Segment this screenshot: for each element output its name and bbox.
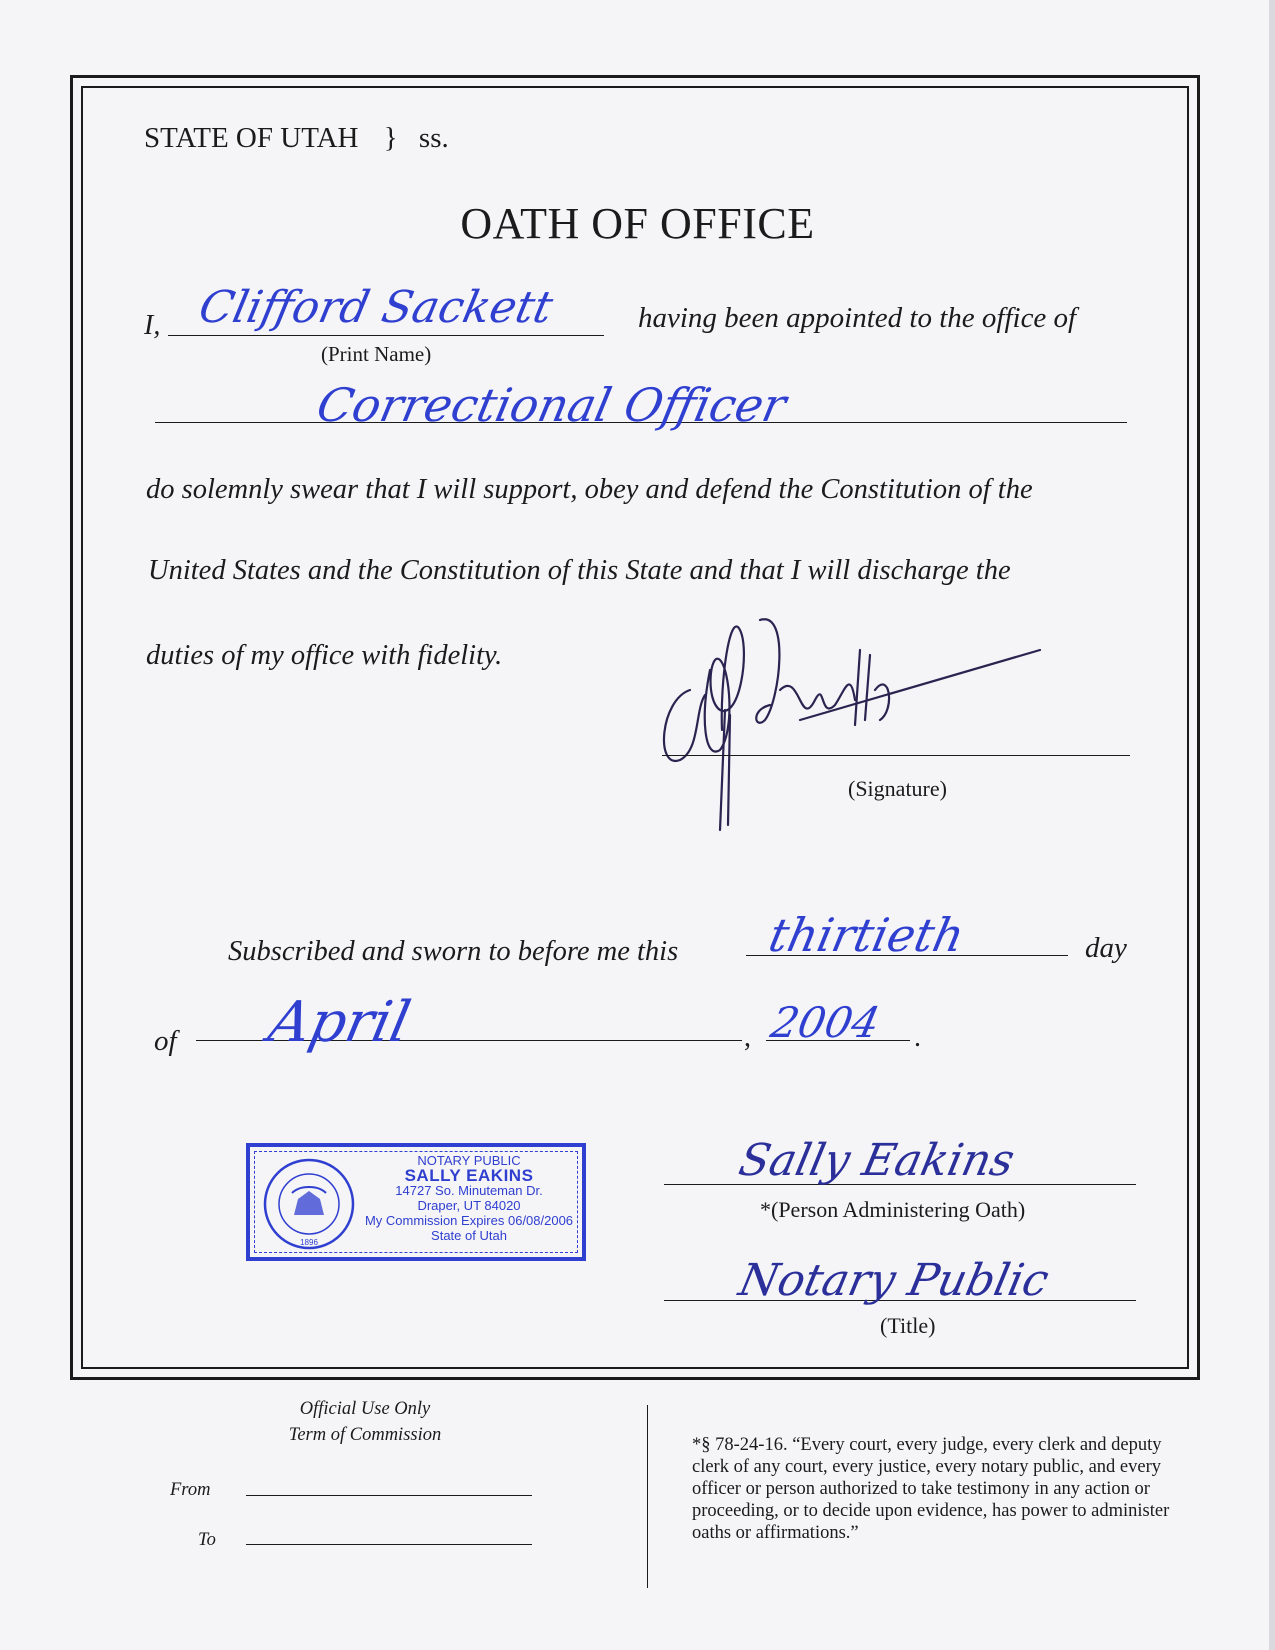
stamp-notary-name: SALLY EAKINS	[404, 1166, 534, 1185]
from-label: From	[170, 1480, 211, 1500]
official-signature	[650, 610, 1050, 840]
term-label: Term of Commission	[288, 1425, 442, 1445]
footer-divider	[647, 1405, 648, 1588]
oath-line-1: do solemnly swear that I will support, obey and defend the Constitution of the	[146, 474, 1033, 505]
appointed-text: having been appointed to the office of	[638, 302, 1077, 334]
day-value: thirtieth	[764, 908, 970, 962]
page-title: OATH OF OFFICE	[460, 199, 815, 248]
stamp-address-2: Draper, UT 84020	[417, 1198, 521, 1213]
brace: }	[383, 122, 398, 154]
of-label: of	[154, 1025, 177, 1057]
intro-prefix: I,	[144, 310, 161, 341]
print-name-value: Clifford Sackett	[194, 282, 558, 333]
to-line	[246, 1544, 532, 1545]
subscribed-text: Subscribed and sworn to before me this	[228, 936, 679, 967]
signature-line	[662, 755, 1130, 756]
from-line	[246, 1495, 532, 1496]
to-label: To	[198, 1530, 216, 1550]
state-name: STATE OF UTAH	[144, 122, 359, 154]
stamp-state: State of Utah	[431, 1228, 507, 1243]
oath-line-2: United States and the Constitution of this State and that I will discharge the	[148, 555, 1011, 586]
title-label: (Title)	[880, 1313, 936, 1338]
official-use-label: Official Use Only	[299, 1399, 431, 1419]
administrator-label: *(Person Administering Oath)	[760, 1197, 1026, 1222]
oath-line-3: duties of my office with fidelity.	[146, 640, 503, 671]
office-value: Correctional Officer	[312, 378, 791, 432]
seal-year: 1896	[300, 1238, 318, 1247]
ss-label: ss.	[418, 122, 449, 154]
day-label: day	[1085, 932, 1127, 964]
notary-stamp	[246, 1143, 586, 1261]
title-value: Notary Public	[734, 1255, 1054, 1306]
month-value: April	[263, 990, 416, 1055]
state-seal-icon	[262, 1157, 356, 1251]
signature-label: (Signature)	[848, 776, 947, 801]
stamp-address-1: 14727 So. Minuteman Dr.	[395, 1183, 543, 1198]
comma: ,	[744, 1022, 751, 1053]
year-value: 2004	[766, 998, 885, 1047]
stamp-text-block	[360, 1153, 578, 1243]
period: .	[914, 1022, 921, 1053]
stamp-title: NOTARY PUBLIC	[417, 1153, 521, 1168]
official-use-block	[270, 1396, 460, 1448]
stamp-commission: My Commission Expires 06/08/2006	[364, 1213, 574, 1228]
administrator-signature: Sally Eakins	[734, 1135, 1019, 1186]
print-name-line	[168, 335, 604, 336]
state-header	[144, 122, 449, 155]
statute-text: *§ 78-24-16. “Every court, every judge, every clerk and deputy clerk of any court, every justice, every notary public, and every officer or person authorized to take testimony in any action or proceeding, or to decide upon evidence, has power to administer oaths or affirmations.”	[692, 1435, 1170, 1543]
print-name-label: (Print Name)	[321, 342, 432, 366]
